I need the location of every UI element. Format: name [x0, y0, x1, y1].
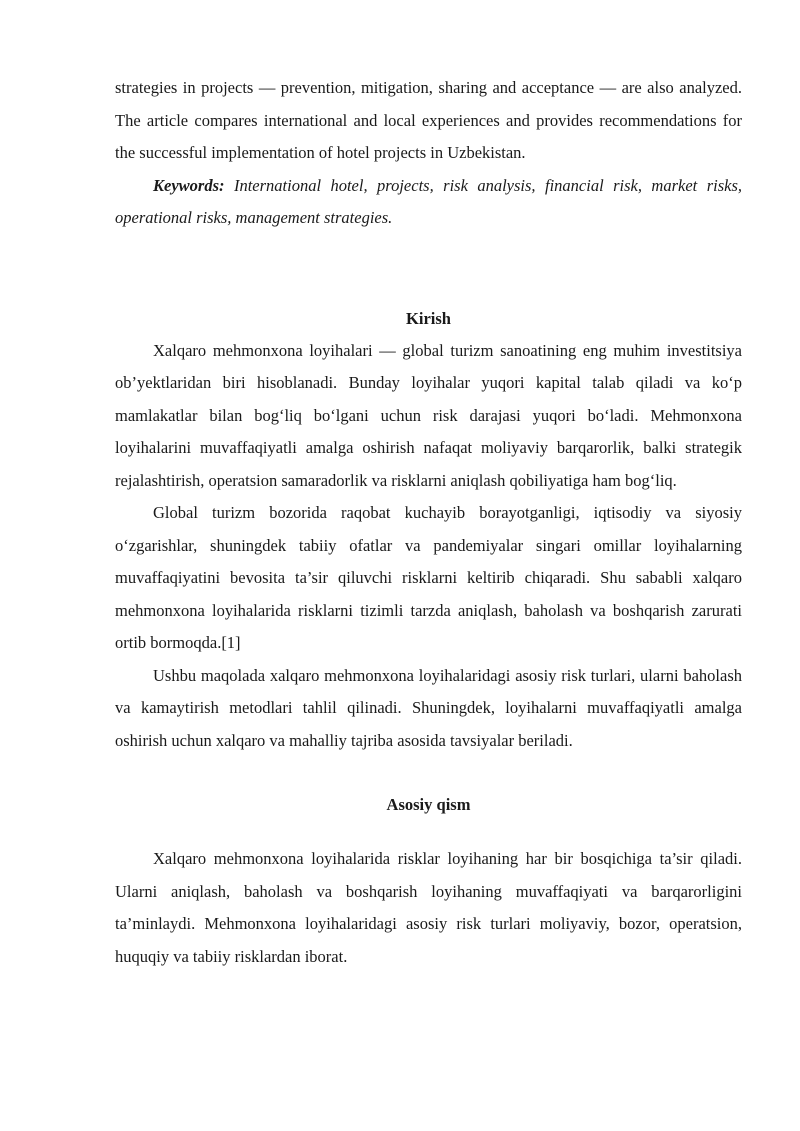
asosiy-paragraph-1: Xalqaro mehmonxona loyihalarida risklar loyihaning har bir bosqichiga ta’sir qiladi. Ularni aniqlash, baholash va boshqarish loyihaning muvaffaqiyati va barqarorligini ta’minlaydi. Mehmonxona loyihalaridagi asosiy risk turlari moliyaviy, bozor, operatsion, huquqiy va tabiiy risklardan iborat. [115, 849, 742, 966]
section-title-kirish: Kirish [406, 308, 451, 328]
kirish-paragraph-2: Global turizm bozorida raqobat kuchayib borayotganligi, iqtisodiy va siyosiy o‘zgarishlar, shuningdek tabiiy ofatlar va pandemiyalar singari omillar loyihalarning muvaffaqiyatini bevosita ta’sir qiluvchi risklarni keltirib chiqaradi. Shu sababli xalqaro mehmonxona loyihalarida risklarni tizimli tarzda aniqlash, baholash va boshqarish zarurati ortib bormoqda.[1] [115, 503, 742, 652]
kirish-paragraph-1: Xalqaro mehmonxona loyihalari — global turizm sanoatining eng muhim investitsiya ob’yektlaridan biri hisoblanadi. Bunday loyihalar yuqori kapital talab qiladi va ko‘p mamlakatlar bilan bog‘liq bo‘lgani uchun risk darajasi yuqori bo‘ladi. Mehmonxona loyihalarini muvaffaqiyatli amalga oshirish nafaqat moliyaviy barqarorlik, balki strategik rejalashtirish, operatsion samaradorlik va risklarni aniqlash qobiliyatiga ham bog‘liq. [115, 340, 742, 490]
abstract-continuation: strategies in projects — prevention, mitigation, sharing and acceptance — are also analyzed. The article compares international and local experiences and provides recommendations for the successful implementation of hotel projects in Uzbekistan. [115, 78, 742, 162]
keywords-paragraph [115, 170, 742, 235]
kirish-paragraph-3: Ushbu maqolada xalqaro mehmonxona loyihalaridagi asosiy risk turlari, ularni baholash va kamaytirish metodlari tahlil qilinadi. Shuningdek, loyihalarni muvaffaqiyatli amalga oshirish uchun xalqaro va mahalliy tajriba asosida tavsiyalar beriladi. [115, 665, 742, 750]
document-page [115, 72, 742, 973]
keywords-label: Keywords: [153, 175, 225, 195]
section-title-asosiy-qism: Asosiy qism [386, 795, 471, 814]
keywords-text: International hotel, projects, risk analysis, financial risk, market risks, operational risks, management strategies. [115, 175, 742, 227]
